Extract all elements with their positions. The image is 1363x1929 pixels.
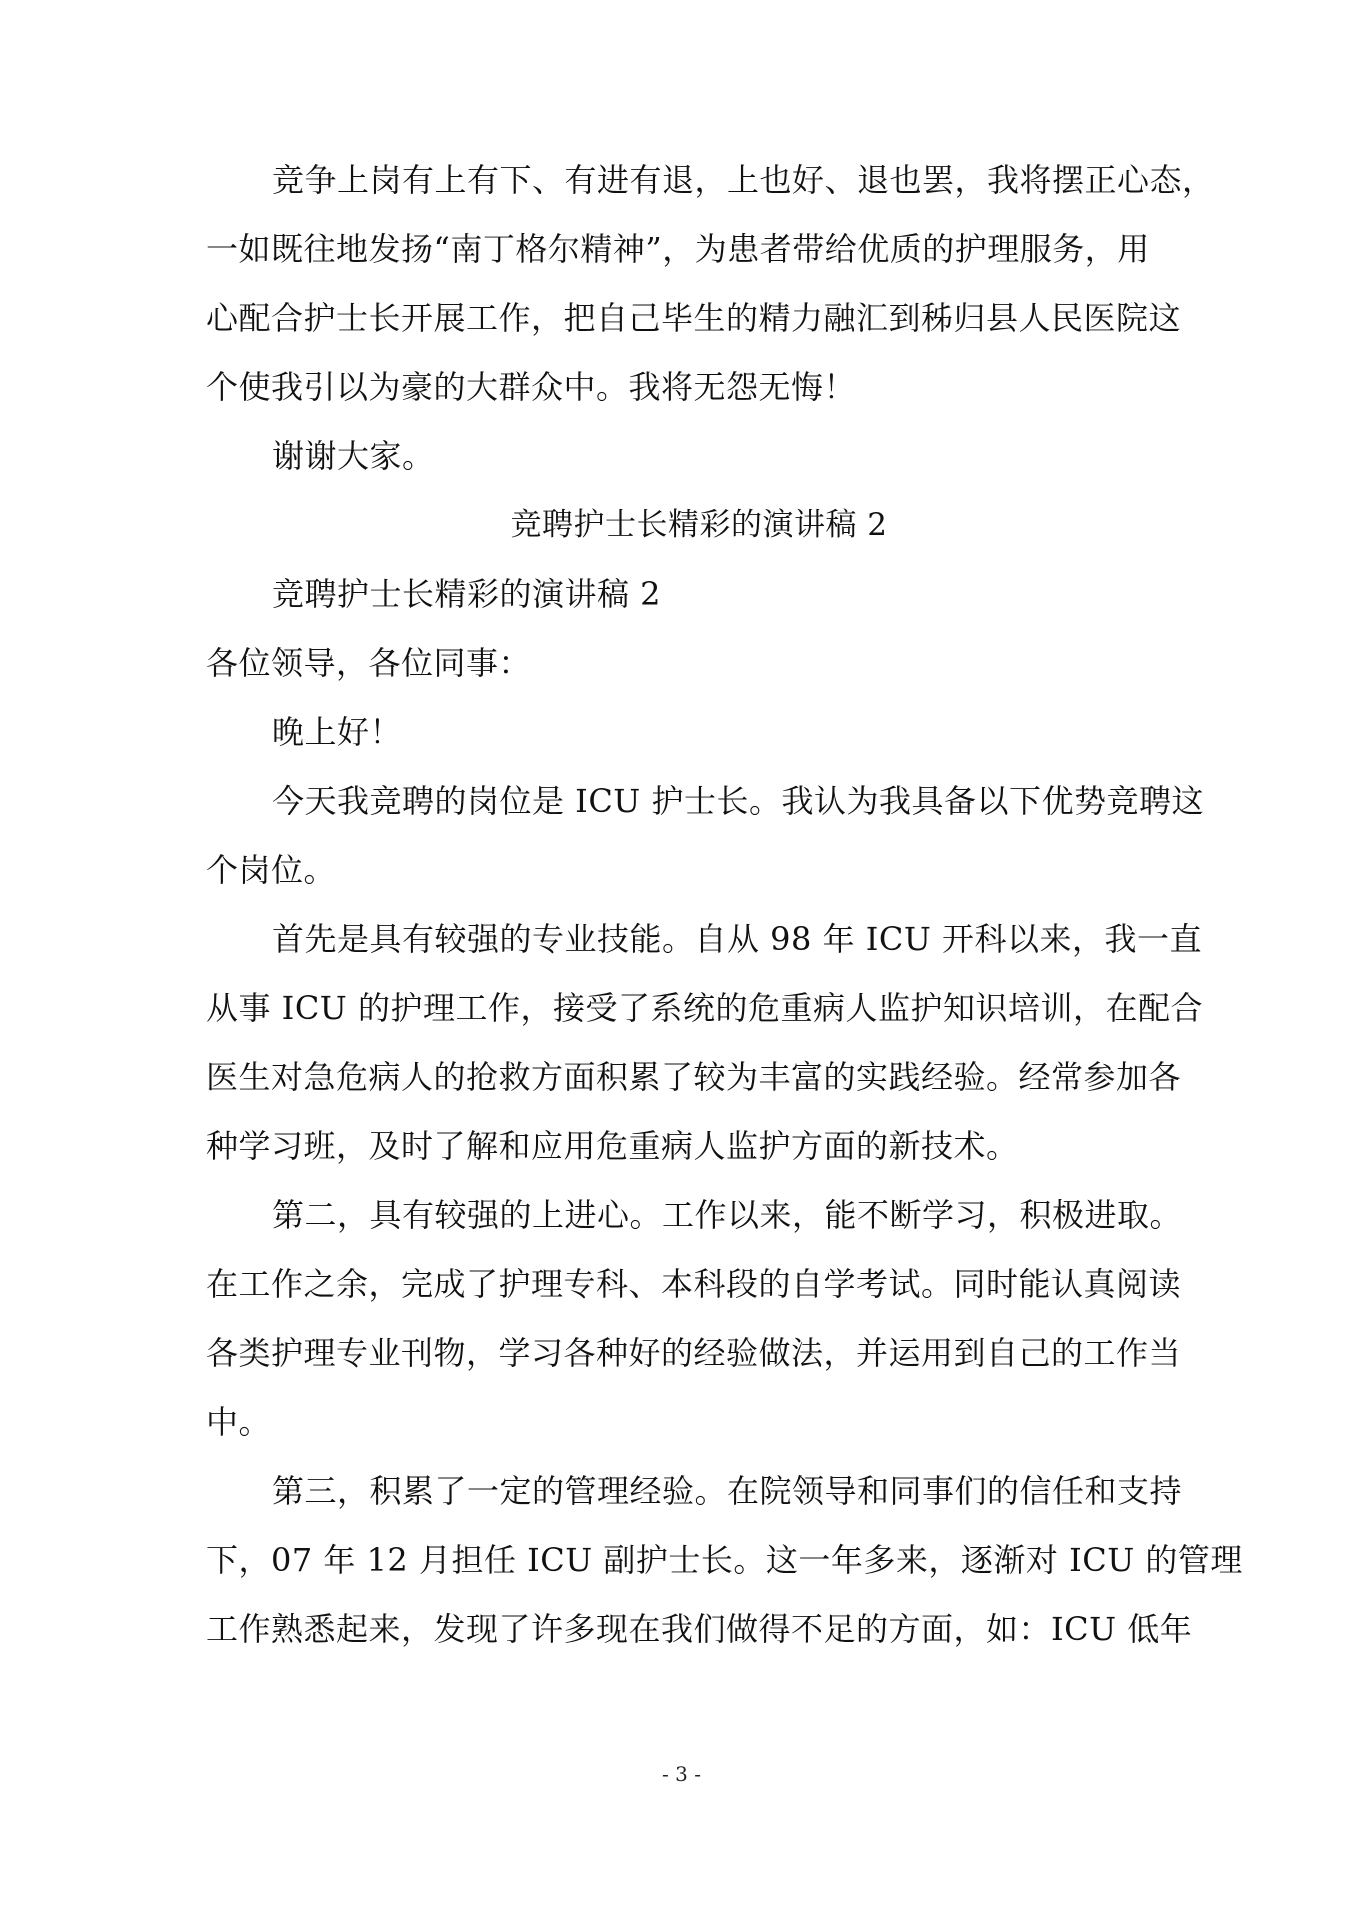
- paragraph-line: 一如既往地发扬“南丁格尔精神”，为患者带给优质的护理服务，用: [206, 230, 1150, 268]
- paragraph-line: 下，07 年 12 月担任 ICU 副护士长。这一年多来，逐渐对 ICU 的管理: [206, 1541, 1243, 1579]
- paragraph-line: 中。: [206, 1403, 272, 1441]
- paragraph-line: 谢谢大家。: [272, 437, 435, 475]
- paragraph-line: 今天我竞聘的岗位是 ICU 护士长。我认为我具备以下优势竞聘这: [272, 782, 1204, 820]
- greeting-line: 晚上好！: [272, 713, 403, 751]
- paragraph-line: 个使我引以为豪的大群众中。我将无怨无悔！: [206, 368, 857, 406]
- paragraph-line: 竞争上岗有上有下、有进有退，上也好、退也罢，我将摆正心态，: [272, 161, 1215, 199]
- paragraph-line: 第二，具有较强的上进心。工作以来，能不断学习，积极进取。: [272, 1196, 1183, 1234]
- paragraph-line: 从事 ICU 的护理工作，接受了系统的危重病人监护知识培训，在配合: [206, 989, 1203, 1027]
- section-title: 竞聘护士长精彩的演讲稿 2: [510, 507, 888, 543]
- paragraph-line: 首先是具有较强的专业技能。自从 98 年 ICU 开科以来，我一直: [272, 920, 1203, 958]
- paragraph-line: 工作熟悉起来，发现了许多现在我们做得不足的方面，如：ICU 低年: [206, 1610, 1193, 1648]
- paragraph-line: 医生对急危病人的抢救方面积累了较为丰富的实践经验。经常参加各: [206, 1058, 1182, 1096]
- paragraph-line: 各类护理专业刊物，学习各种好的经验做法，并运用到自己的工作当: [206, 1334, 1182, 1372]
- paragraph-line: 个岗位。: [206, 851, 337, 889]
- paragraph-line: 在工作之余，完成了护理专科、本科段的自学考试。同时能认真阅读: [206, 1265, 1182, 1303]
- salutation-line: 各位领导，各位同事：: [206, 644, 532, 682]
- paragraph-line: 竞聘护士长精彩的演讲稿 2: [272, 575, 662, 613]
- paragraph-line: 心配合护士长开展工作，把自己毕生的精力融汇到秭归县人民医院这: [206, 299, 1182, 337]
- paragraph-line: 种学习班，及时了解和应用危重病人监护方面的新技术。: [206, 1127, 1019, 1165]
- page-number: - 3 -: [662, 1762, 701, 1786]
- document-body: [206, 146, 1243, 1664]
- paragraph-line: 第三，积累了一定的管理经验。在院领导和同事们的信任和支持: [272, 1472, 1183, 1510]
